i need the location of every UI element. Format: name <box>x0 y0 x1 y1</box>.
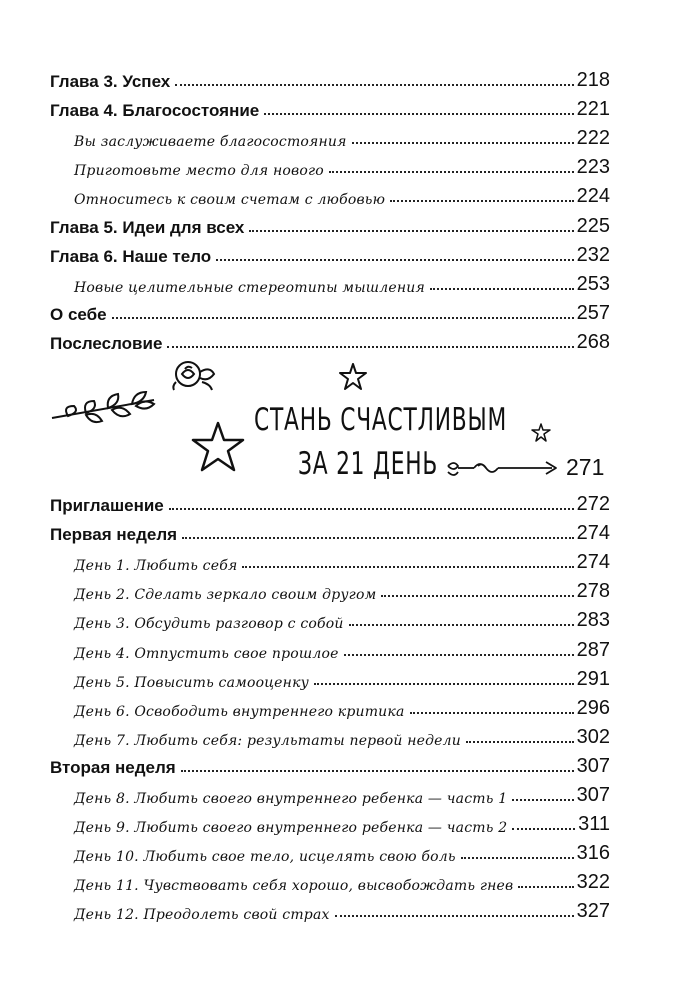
dot-leader <box>264 113 573 115</box>
dot-leader <box>466 741 574 743</box>
toc-subentry-row <box>50 153 610 179</box>
dot-leader <box>182 537 574 539</box>
dot-leader <box>314 683 574 685</box>
toc-subentry-row <box>50 868 610 894</box>
toc-chapter-row <box>50 66 610 92</box>
toc-subentry-row <box>50 665 610 691</box>
dot-leader <box>329 171 574 173</box>
toc-page-number: 327 <box>576 900 610 923</box>
toc-page-number: 274 <box>576 522 610 545</box>
toc-entry-title: Первая неделя <box>50 525 178 545</box>
dot-leader <box>167 346 573 348</box>
dot-leader <box>112 317 574 319</box>
toc-page-number: 225 <box>576 214 610 237</box>
toc-subentry-row <box>50 839 610 865</box>
toc-entry-title: Вы заслуживаете благосостояния <box>74 134 347 151</box>
toc-entry-title: Глава 5. Идеи для всех <box>50 217 245 237</box>
toc-page-number: 274 <box>576 551 610 574</box>
banner-page-number: 271 <box>566 454 605 480</box>
toc-entry-title: День 11. Чувствовать себя хорошо, высвобождать гнев <box>74 878 514 895</box>
toc-page-number: 218 <box>576 69 610 91</box>
toc-page-number: 223 <box>576 156 610 179</box>
toc-page-number: 283 <box>576 609 610 632</box>
toc-entry-title: Относитесь к своим счетам с любовью <box>74 192 386 209</box>
toc-page-number: 278 <box>576 580 610 603</box>
toc-page-number: 253 <box>576 272 610 295</box>
toc-chapter-row <box>50 752 610 778</box>
rose-icon <box>168 352 224 394</box>
toc-subentry-row <box>50 781 610 807</box>
toc-entry-title: День 6. Освободить внутреннего критика <box>74 703 405 720</box>
banner-title-line2: ЗА 21 ДЕНЬ <box>298 446 439 482</box>
toc-subentry-row <box>50 577 610 603</box>
dot-leader <box>461 857 574 859</box>
toc-subentry-row <box>50 182 610 208</box>
dot-leader <box>181 770 574 772</box>
toc-subentry-row <box>50 606 610 632</box>
dot-leader <box>430 288 574 290</box>
dot-leader <box>352 142 574 144</box>
toc-entry-title: День 2. Сделать зеркало своим другом <box>74 587 377 604</box>
toc-entry-title: День 5. Повысить самооценку <box>74 674 309 691</box>
toc-page-number: 307 <box>576 784 610 806</box>
toc-subentry-row <box>50 636 610 662</box>
dot-leader <box>216 259 573 261</box>
toc-subentry-row <box>50 810 610 836</box>
toc-entry-title: День 1. Любить себя <box>74 558 238 575</box>
toc-entry-title: Глава 3. Успех <box>50 72 171 91</box>
toc-page-number: 287 <box>576 638 610 661</box>
toc-entry-title: День 9. Любить своего внутреннего ребенка — часть 2 <box>74 820 508 837</box>
toc-chapter-row <box>50 299 610 325</box>
banner-title-line1: СТАНЬ СЧАСТЛИВЫМ <box>254 402 508 438</box>
toc-entry-title: День 8. Любить своего внутреннего ребенка — часть 1 <box>74 791 508 807</box>
toc-entry-title: Глава 4. Благосостояние <box>50 101 260 121</box>
toc-entry-title: Вторая неделя <box>50 757 176 777</box>
toc-entry-title: День 4. Отпустить свое прошлое <box>74 645 339 662</box>
branch-icon <box>48 388 158 436</box>
toc-page-number: 221 <box>576 98 610 121</box>
toc-entry-title: О себе <box>50 304 107 324</box>
toc-page-number: 307 <box>576 754 610 777</box>
toc-entry-title: День 3. Обсудить разговор с собой <box>74 616 344 633</box>
toc-subentry-row <box>50 723 610 749</box>
dot-leader <box>390 200 573 202</box>
toc-page-number: 222 <box>576 127 610 150</box>
toc-chapter-row <box>50 95 610 121</box>
arrow-flourish-icon <box>444 456 564 480</box>
toc-subentry-row <box>50 694 610 720</box>
dot-leader <box>344 654 574 656</box>
toc-subentry-row <box>50 124 610 150</box>
toc-page-number: 257 <box>576 301 610 324</box>
dot-leader <box>249 230 573 232</box>
toc-entry-title: День 10. Любить свое тело, исцелять свою боль <box>74 849 456 866</box>
dot-leader <box>169 508 574 510</box>
toc-page-number: 268 <box>576 330 610 353</box>
dot-leader <box>410 712 574 714</box>
dot-leader <box>349 624 574 626</box>
dot-leader <box>335 915 574 917</box>
toc-page-number: 316 <box>576 842 610 865</box>
dot-leader <box>518 886 573 888</box>
toc-entry-title: День 12. Преодолеть свой страх <box>74 907 330 924</box>
toc-chapter-row <box>50 519 610 545</box>
toc-entry-title: Послесловие <box>50 333 163 353</box>
toc-entry-title: Глава 6. Наше тело <box>50 246 212 266</box>
star-icon <box>338 362 368 392</box>
dot-leader <box>512 799 573 801</box>
dot-leader <box>512 828 575 830</box>
toc-entry-title: Приглашение <box>50 496 164 515</box>
toc-entry-title: Приготовьте место для нового <box>74 163 324 180</box>
dot-leader <box>242 566 573 568</box>
toc-subentry-row <box>50 548 610 574</box>
toc-subentry-row <box>50 897 610 923</box>
dot-leader <box>381 595 573 597</box>
toc-page-number: 296 <box>576 696 610 719</box>
toc-page-number: 302 <box>576 725 610 748</box>
toc-page-number: 272 <box>576 493 610 515</box>
big-star-icon <box>190 420 246 476</box>
toc-page-number: 232 <box>576 243 610 266</box>
toc-chapter-row <box>50 490 610 516</box>
section-banner <box>0 350 682 490</box>
dot-leader <box>175 84 573 86</box>
toc-subentry-row <box>50 270 610 296</box>
toc-page-number: 322 <box>576 871 610 894</box>
small-star-icon <box>530 422 552 444</box>
toc-page-number: 311 <box>578 813 610 836</box>
toc-page-number: 291 <box>576 667 610 690</box>
toc-page-number: 224 <box>576 185 610 208</box>
toc-entry-title: День 7. Любить себя: результаты первой недели <box>74 732 461 749</box>
toc-chapter-row <box>50 212 610 238</box>
toc-entry-title: Новые целительные стереотипы мышления <box>74 279 425 296</box>
toc-chapter-row <box>50 241 610 267</box>
